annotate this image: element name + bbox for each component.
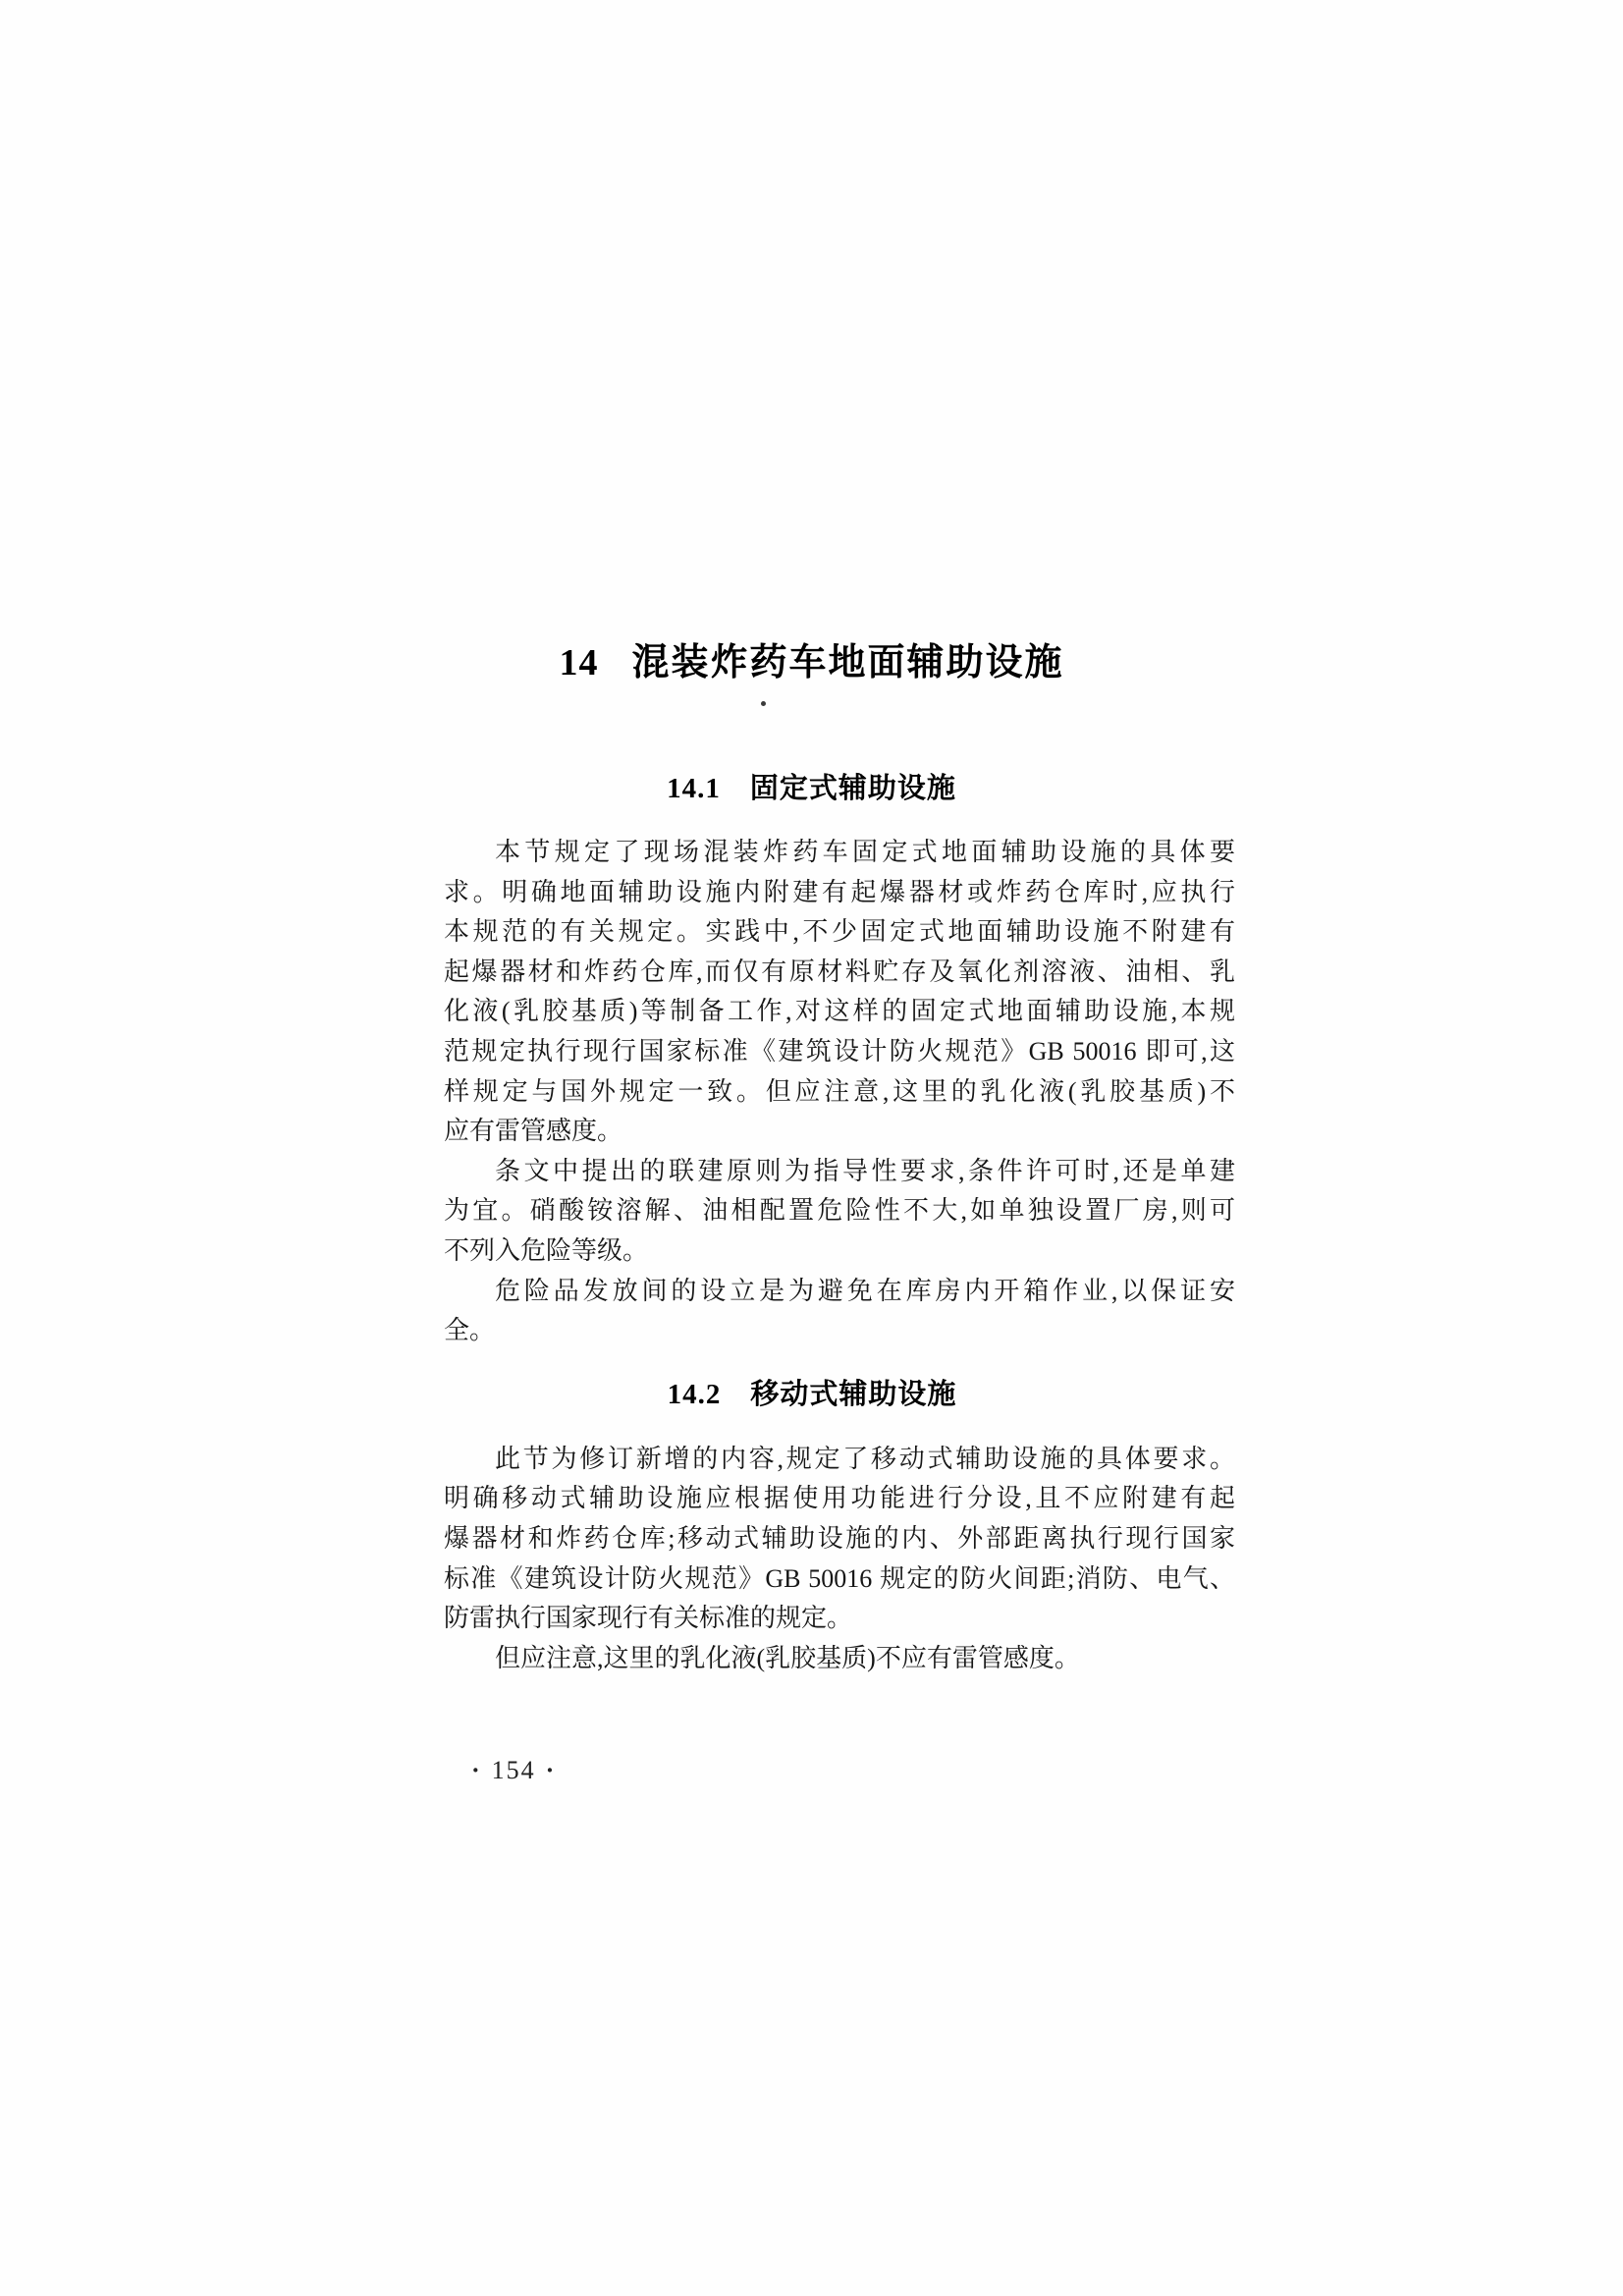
paragraph-line: 危险品发放间的设立是为避免在库房内开箱作业,以保证安 bbox=[495, 1276, 1235, 1305]
section-heading-14-1 bbox=[0, 767, 1623, 810]
paragraph-line: 本节规定了现场混装炸药车固定式地面辅助设施的具体要 bbox=[495, 838, 1235, 866]
paragraph-line: 但应注意,这里的乳化液(乳胶基质)不应有雷管感度。 bbox=[495, 1643, 1080, 1672]
paragraph-line: 化液(乳胶基质)等制备工作,对这样的固定式地面辅助设施,本规 bbox=[444, 997, 1235, 1026]
chapter-number: 14 bbox=[559, 642, 599, 683]
paragraph-line: 样规定与国外规定一致。但应注意,这里的乳化液(乳胶基质)不 bbox=[444, 1076, 1235, 1106]
paragraph-line: 全。 bbox=[444, 1316, 496, 1345]
chapter-title bbox=[0, 633, 1623, 692]
section-heading-14-2 bbox=[416, 1375, 1208, 1415]
paragraph-line: 防雷执行国家现行有关标准的规定。 bbox=[444, 1604, 853, 1633]
paragraph-line: 应有雷管感度。 bbox=[444, 1117, 623, 1146]
paragraph-line: 求。明确地面辅助设施内附建有起爆器材或炸药仓库时,应执行 bbox=[444, 877, 1235, 906]
footer-page-number: 154 bbox=[491, 1756, 536, 1784]
paragraph-line: 范规定执行现行国家标准《建筑设计防火规范》GB 50016 即可,这 bbox=[444, 1036, 1235, 1066]
paragraph-line: 为宜。硝酸铵溶解、油相配置危险性不大,如单独设置厂房,则可 bbox=[444, 1196, 1235, 1226]
paragraph-line: 标准《建筑设计防火规范》GB 50016 规定的防火间距;消防、电气、 bbox=[444, 1563, 1235, 1593]
paragraph-line: 起爆器材和炸药仓库,而仅有原材料贮存及氧化剂溶液、油相、乳 bbox=[444, 957, 1235, 986]
paragraph-line: 不列入危险等级。 bbox=[444, 1235, 649, 1265]
footer-left-dot: · bbox=[471, 1756, 482, 1784]
scan-artifact-dot bbox=[761, 701, 766, 706]
page-footer bbox=[461, 1755, 566, 1786]
section-14-1-number: 14.1 bbox=[667, 773, 721, 804]
body-text-column bbox=[444, 833, 1235, 1678]
paragraph-line: 爆器材和炸药仓库;移动式辅助设施的内、外部距离执行现行国家 bbox=[444, 1523, 1235, 1553]
paragraph-line: 此节为修订新增的内容,规定了移动式辅助设施的具体要求。 bbox=[495, 1444, 1235, 1473]
paragraph-line: 条文中提出的联建原则为指导性要求,条件许可时,还是单建 bbox=[495, 1156, 1235, 1185]
section-14-2-title: 移动式辅助设施 bbox=[750, 1378, 957, 1410]
paragraph-line: 明确移动式辅助设施应根据使用功能进行分设,且不应附建有起 bbox=[444, 1484, 1235, 1513]
chapter-title-text: 混装炸药车地面辅助设施 bbox=[631, 642, 1064, 683]
paragraph-line: 本规范的有关规定。实践中,不少固定式地面辅助设施不附建有 bbox=[444, 917, 1235, 947]
section-14-1-title: 固定式辅助设施 bbox=[749, 773, 956, 804]
section-14-2-number: 14.2 bbox=[667, 1378, 722, 1410]
footer-right-dot: · bbox=[545, 1756, 557, 1784]
